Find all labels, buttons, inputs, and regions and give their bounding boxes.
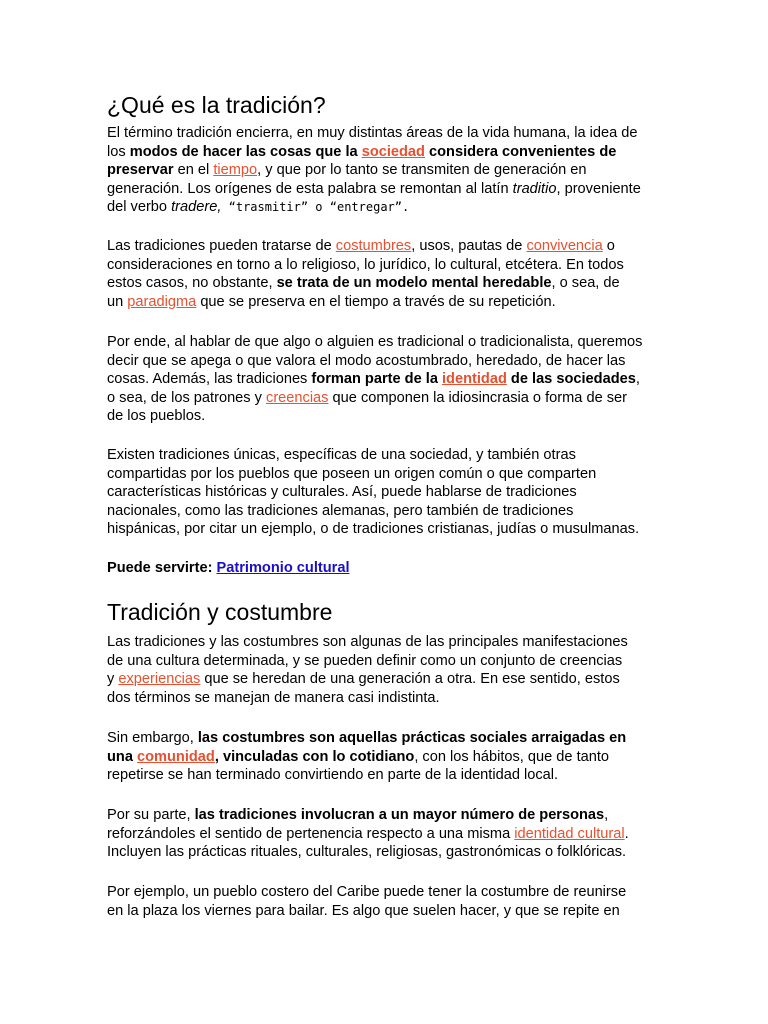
text-span: , y que por lo tanto se transmiten de generación en <box>257 162 587 178</box>
text-span: estos casos, no obstante, <box>107 275 277 291</box>
text-span: , <box>604 807 609 823</box>
text-line <box>107 825 667 844</box>
text-span: reforzándoles el sentido de pertenencia respecto a una misma <box>107 825 515 842</box>
heading-tradicion-y-costumbre: Tradición y costumbre <box>107 599 333 625</box>
text-span: , o sea, de <box>551 275 620 291</box>
bold-text: , vinculadas con lo cotidiano <box>214 748 415 765</box>
paragraph-see-also <box>107 559 667 578</box>
text-span: y <box>107 671 119 687</box>
paragraph-9 <box>107 883 667 920</box>
bold-text: las costumbres son aquellas prácticas sociales arraigadas en <box>197 730 627 746</box>
text-line <box>107 180 667 199</box>
bold-text: forman parte de la <box>311 371 442 387</box>
text-line <box>107 293 667 312</box>
text-line <box>107 274 667 293</box>
bold-text: preservar <box>107 162 174 178</box>
text-line: hispánicas, por citar un ejemplo, o de tradiciones cristianas, judías o musulmanas. <box>107 521 640 537</box>
text-line: Las tradiciones y las costumbres son algunas de las principales manifestaciones <box>107 634 628 650</box>
text-line: en la plaza los viernes para bailar. Es algo que suelen hacer, y que se repite en <box>107 902 620 919</box>
text-span: o sea, de los patrones y <box>107 389 267 406</box>
text-span: cosas. Además, las tradiciones <box>107 371 312 387</box>
text-span: del verbo <box>107 199 172 215</box>
text-line: nacionales, como las tradiciones alemanas, pero también de tradiciones <box>107 502 574 519</box>
text-span: Sin embargo, <box>107 730 198 746</box>
text-line: de los pueblos. <box>107 408 206 424</box>
text-span: en el <box>173 162 214 178</box>
text-span: que se preserva en el tiempo a través de su repetición. <box>196 293 556 310</box>
text-line: compartidas por los pueblos que poseen un origen común o que comparten <box>107 465 597 482</box>
text-line: características históricas y culturales. Así, puede hablarse de tradiciones <box>107 484 577 500</box>
text-line <box>107 237 667 256</box>
text-line <box>107 806 667 825</box>
text-span: que componen la idiosincrasia o forma de ser <box>328 389 628 406</box>
heading-que-es-la-tradicion: ¿Qué es la tradición? <box>107 92 326 118</box>
text-line: Incluyen las prácticas rituales, culturales, religiosas, gastronómicas o folklóricas. <box>107 844 627 860</box>
text-span: generación. Los orígenes de esta palabra se remontan al latín <box>107 180 513 197</box>
link-tiempo[interactable]: tiempo <box>213 162 258 178</box>
text-span: un <box>107 293 128 310</box>
paragraph-4 <box>107 446 667 539</box>
link-identidad[interactable]: identidad <box>442 371 507 387</box>
link-experiencias[interactable]: experiencias <box>118 671 201 687</box>
text-line: El término tradición encierra, en muy distintas áreas de la vida humana, la idea de <box>107 125 638 141</box>
text-span: que se heredan de una generación a otra. En ese sentido, estos <box>200 671 620 687</box>
link-paradigma[interactable]: paradigma <box>127 293 197 310</box>
text-line: consideraciones en torno a lo religioso, lo jurídico, lo cultural, etcétera. En todos <box>107 256 624 273</box>
text-line: dos términos se manejan de manera casi indistinta. <box>107 689 440 706</box>
text-span: , usos, pautas de <box>411 238 527 254</box>
link-identidad-cultural[interactable]: identidad cultural <box>514 825 625 842</box>
bold-text: considera convenientes de <box>424 143 617 160</box>
text-span: . <box>624 825 629 842</box>
text-span: , proveniente <box>556 180 641 197</box>
text-span: “trasmitir” o “entregar”. <box>221 200 410 214</box>
bold-text: modos de hacer las cosas que la <box>129 143 362 160</box>
text-line <box>107 729 667 748</box>
text-line <box>107 559 667 578</box>
link-convivencia[interactable]: convivencia <box>526 238 603 254</box>
paragraph-1 <box>107 124 667 217</box>
text-line: Por ejemplo, un pueblo costero del Caribe puede tener la costumbre de reunirse <box>107 884 627 900</box>
text-span: o <box>602 238 615 254</box>
text-line <box>107 670 667 689</box>
paragraph-2 <box>107 237 667 311</box>
bold-text: se trata de un modelo mental heredable <box>276 275 552 291</box>
bold-text: una <box>107 748 137 765</box>
text-span: , <box>635 371 640 387</box>
link-creencias[interactable]: creencias <box>266 389 329 406</box>
link-costumbres[interactable]: costumbres <box>335 238 412 254</box>
bold-text: las tradiciones involucran a un mayor número de personas <box>194 807 605 823</box>
link-comunidad[interactable]: comunidad <box>137 748 215 765</box>
text-line <box>107 143 667 162</box>
text-line <box>107 370 667 389</box>
italic-text: tradere, <box>171 199 222 215</box>
text-line: de una cultura determinada, y se pueden definir como un conjunto de creencias <box>107 652 623 669</box>
text-span: Las tradiciones pueden tratarse de <box>107 238 336 254</box>
link-patrimonio-cultural[interactable]: Patrimonio cultural <box>216 560 350 576</box>
see-also-label: Puede servirte: <box>107 560 217 576</box>
italic-text: traditio <box>512 180 557 197</box>
text-line: decir que se apega o que valora el modo acostumbrado, heredado, de hacer las <box>107 352 626 369</box>
text-line: repetirse se han terminado convirtiendo en parte de la identidad local. <box>107 767 559 783</box>
text-span: , con los hábitos, que de tanto <box>414 748 610 765</box>
text-span: Por su parte, <box>107 807 195 823</box>
paragraph-7 <box>107 729 667 785</box>
text-span: los <box>107 143 130 160</box>
bold-text: de las sociedades <box>506 371 636 387</box>
text-line <box>107 748 667 767</box>
paragraph-6 <box>107 633 667 707</box>
paragraph-8 <box>107 806 667 862</box>
text-line: Por ende, al hablar de que algo o alguien es tradicional o tradicionalista, queremos <box>107 334 643 350</box>
text-line <box>107 198 667 217</box>
text-line: Existen tradiciones únicas, específicas de una sociedad, y también otras <box>107 447 576 463</box>
paragraph-3 <box>107 333 667 426</box>
text-line <box>107 389 667 408</box>
text-line <box>107 161 667 180</box>
link-sociedad[interactable]: sociedad <box>361 143 425 160</box>
